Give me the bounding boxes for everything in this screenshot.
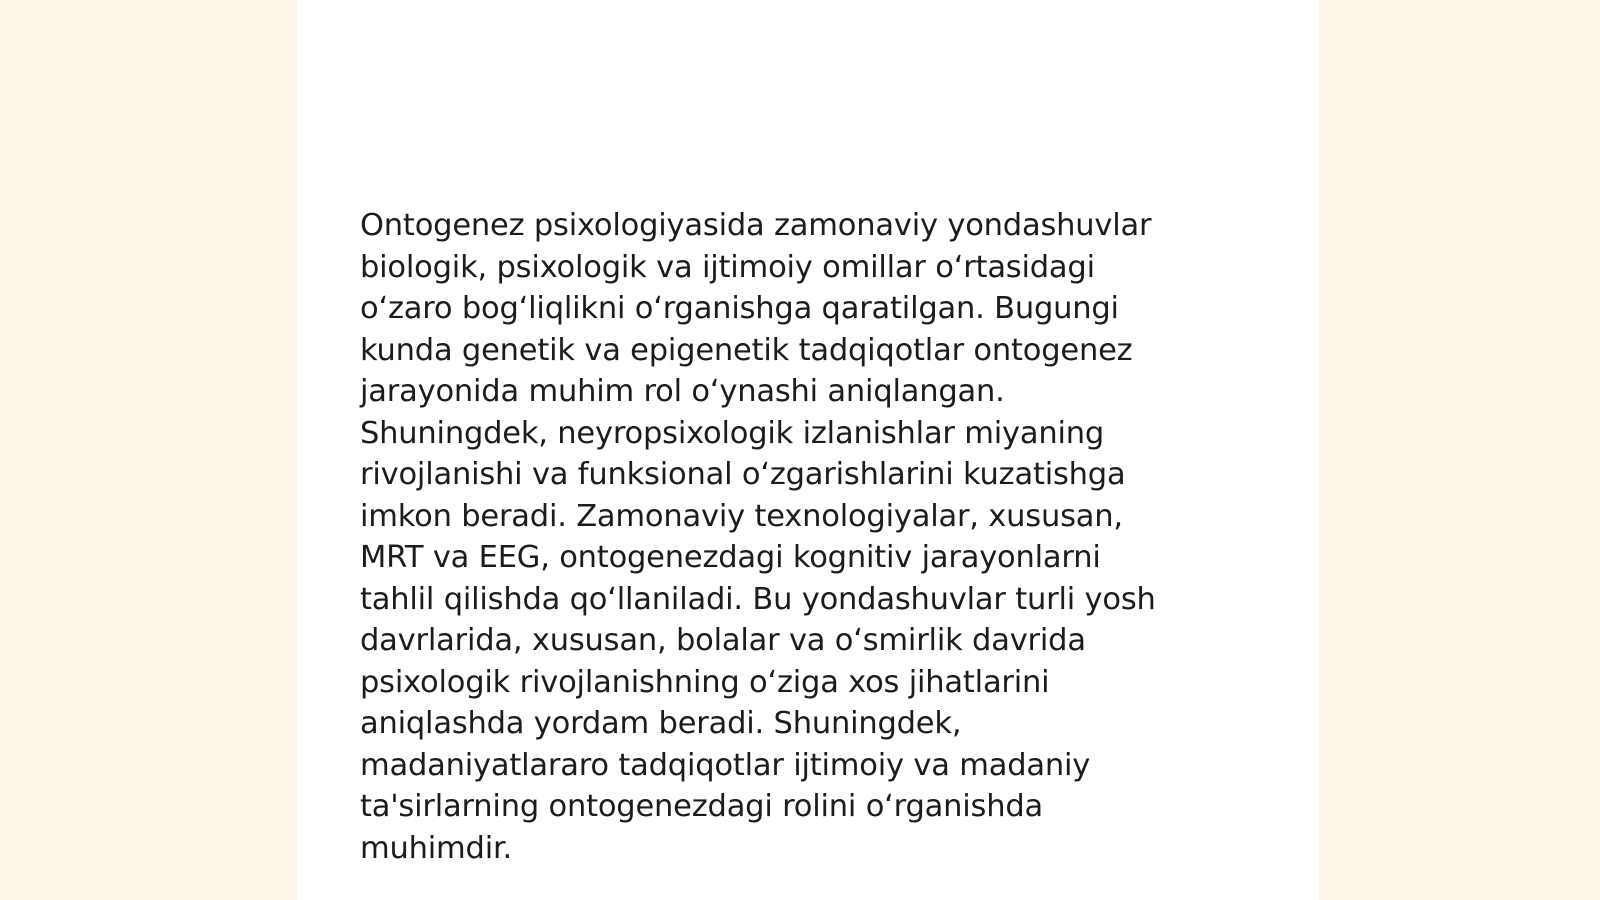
body-paragraph: [360, 205, 1220, 869]
paragraph-line: psixologik rivojlanishning o‘ziga xos jihatlarini: [360, 664, 1050, 700]
paragraph-line: davrlarida, xususan, bolalar va o‘smirlik davrida: [360, 623, 1086, 658]
paragraph-line: kunda genetik va epigenetik tadqiqotlar ontogenez: [360, 332, 1133, 368]
paragraph-line: Shuningdek, neyropsixologik izlanishlar miyaning: [360, 415, 1105, 451]
document-page: [297, 0, 1319, 900]
paragraph-line: imkon beradi. Zamonaviy texnologiyalar, xususan,: [360, 498, 1123, 534]
paragraph-line: aniqlashda yordam beradi. Shuningdek,: [360, 706, 962, 741]
paragraph-line: muhimdir.: [360, 830, 513, 866]
paragraph-line: tahlil qilishda qo‘llaniladi. Bu yondashuvlar turli yosh: [360, 581, 1156, 617]
paragraph-line: rivojlanishi va funksional o‘zgarishlarini kuzatishga: [360, 457, 1126, 492]
paragraph-line: biologik, psixologik va ijtimoiy omillar o‘rtasidagi: [360, 249, 1095, 285]
paragraph-line: ta'sirlarning ontogenezdagi rolini o‘rganishda: [360, 789, 1043, 824]
paragraph-line: jarayonida muhim rol o‘ynashi aniqlangan.: [360, 374, 1005, 409]
paragraph-line: MRT va EEG, ontogenezdagi kognitiv jarayonlarni: [360, 540, 1101, 575]
paragraph-line: madaniyatlararo tadqiqotlar ijtimoiy va madaniy: [360, 747, 1091, 783]
paragraph-line: Ontogenez psixologiyasida zamonaviy yondashuvlar: [360, 208, 1152, 243]
paragraph-line: o‘zaro bog‘liqlikni o‘rganishga qaratilgan. Bugungi: [360, 291, 1119, 326]
